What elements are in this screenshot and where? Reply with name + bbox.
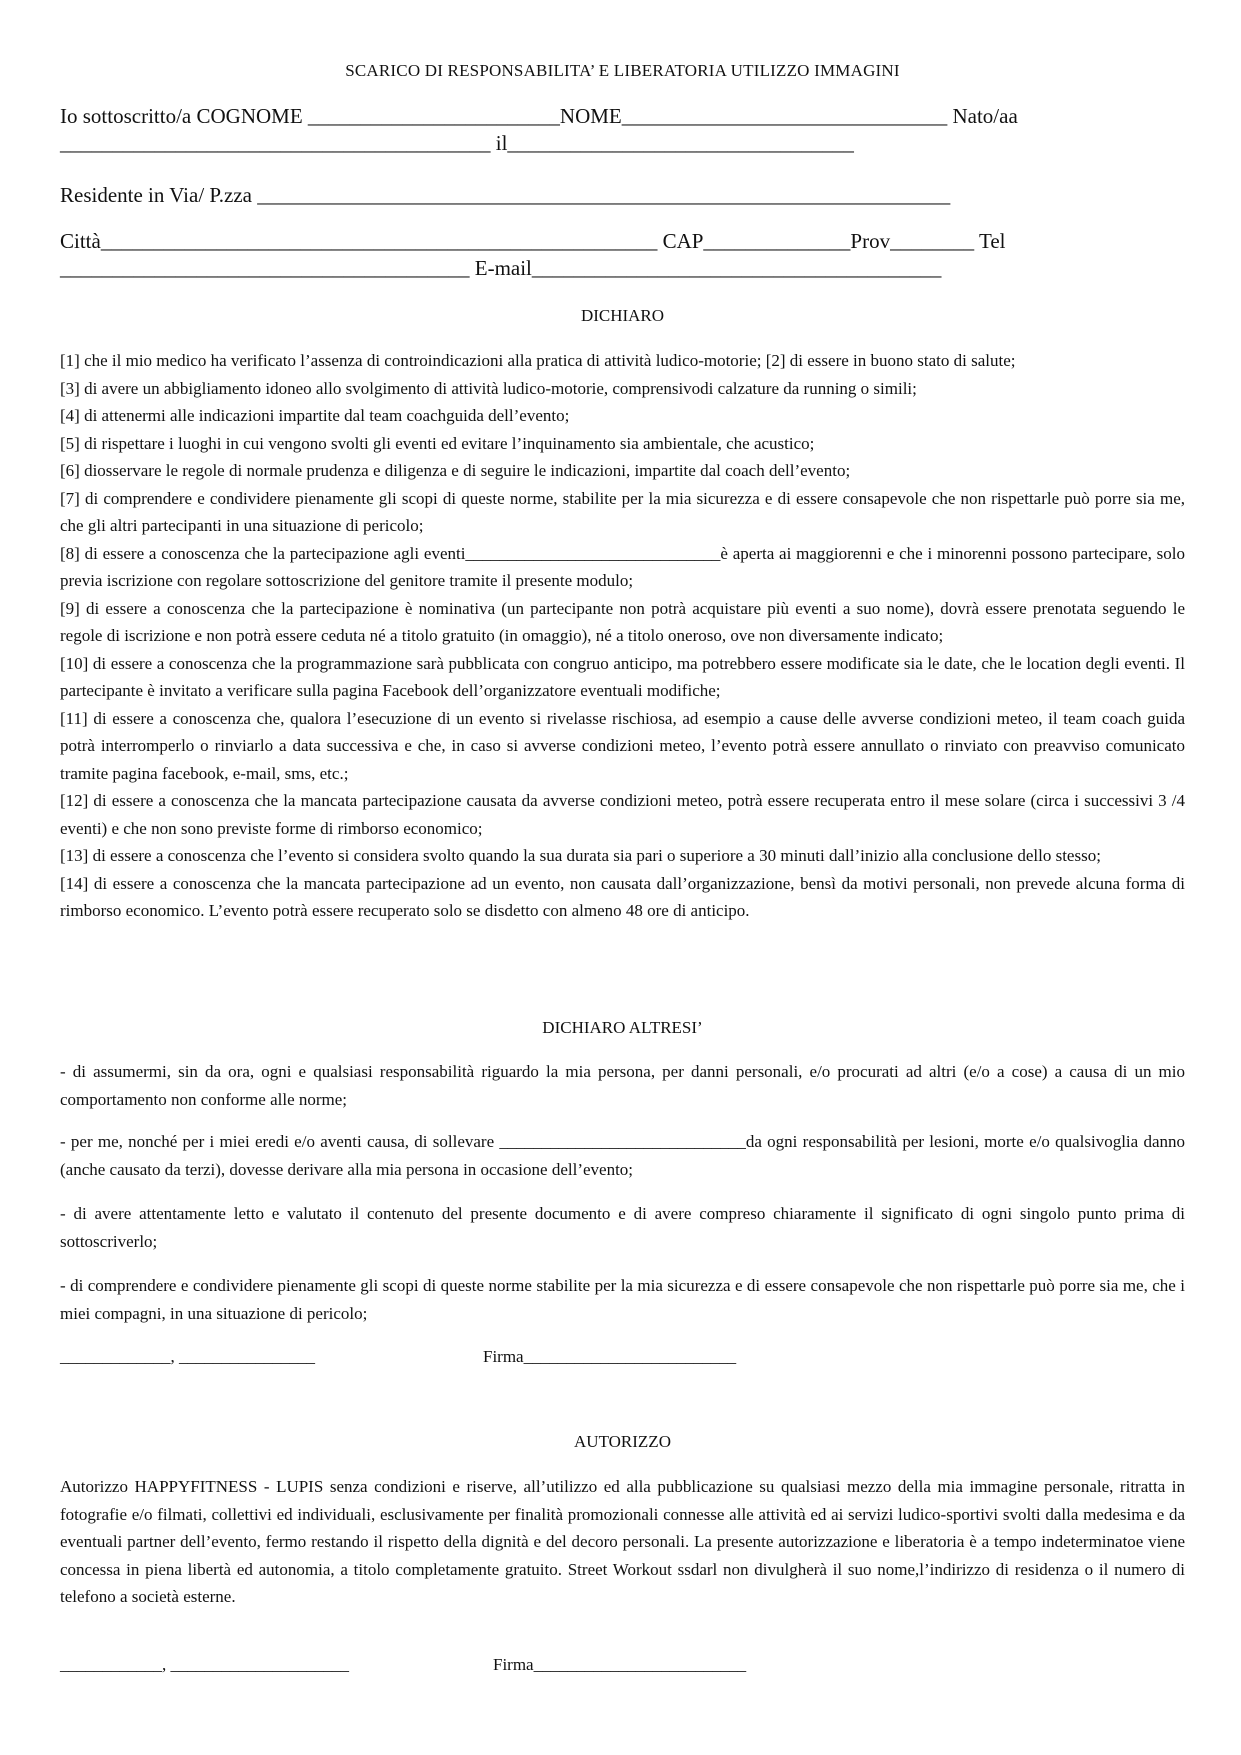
form-line-city[interactable]: Città_____________________________________________________ CAP______________Prov________ Tel (60, 229, 1006, 253)
altresi-paragraph-4: - di comprendere e condividere pienamente gli scopi di queste norme stabilite per la mia sicurezza e di essere consapevole che non rispettarle può porre sia me, che i miei compagni, in una situazione di pericolo; (60, 1276, 1185, 1323)
dichiaro-item: [11] di essere a conoscenza che, qualora l’esecuzione di un evento si rivelasse rischiosa, ad esempio a cause delle avverse condizioni meteo, il team coach guida potrà interromperlo o rinviarlo a data successiva e che, in caso si avverse condizioni meteo, l’evento potrà essere annullato o rinviato con preavviso comunicato tramite pagina facebook, e-mail, sms, etc.; (60, 708, 1185, 783)
altresi-paragraph-1: - di assumermi, sin da ora, ogni e qualsiasi responsabilità riguardo la mia persona, per danni personali, e/o procurati ad altri (e/o a cose) a causa di un mio comportamento non conforme alle norme; (60, 1062, 1185, 1109)
autorizzo-heading: AUTORIZZO (574, 1432, 671, 1451)
dichiaro-item: [12] di essere a conoscenza che la mancata partecipazione causata da avverse condizioni meteo, potrà essere recuperata entro il mese solare (circa i successivi 3 /4 eventi) e che non sono previste forme di rimborso economico; (60, 791, 1185, 838)
dichiaro-item: [3] di avere un abbigliamento idoneo allo svolgimento di attività ludico-motorie, comprensivodi calzature da running o simili; (60, 378, 917, 398)
dichiaro-item: [7] di comprendere e condividere pienamente gli scopi di queste norme, stabilite per la mia sicurezza e di essere consapevole che non rispettarle può porre sia me, che gli altri partecipanti in una situazione di pericolo; (60, 488, 1185, 535)
form-line-address[interactable]: Residente in Via/ P.zza __________________________________________________________________ (60, 183, 951, 207)
date-place-field[interactable]: _____________, ________________ (60, 1347, 315, 1366)
signature-field-2[interactable]: Firma_________________________ (493, 1655, 747, 1674)
document-title: SCARICO DI RESPONSABILITA’ E LIBERATORIA UTILIZZO IMMAGINI (345, 61, 900, 80)
form-line-email[interactable]: _______________________________________ E-mail_______________________________________ (60, 256, 942, 280)
form-line-name[interactable]: Io sottoscritto/a COGNOME ________________________NOME_______________________________ Nato/aa (60, 104, 1018, 128)
altresi-heading: DICHIARO ALTRESI’ (542, 1018, 703, 1037)
dichiaro-list (60, 347, 1185, 925)
signature-field[interactable]: Firma_________________________ (483, 1347, 737, 1366)
dichiaro-item: [13] di essere a conoscenza che l’evento si considera svolto quando la sua durata sia pari o superiore a 30 minuti dall’inizio alla conclusione dello stesso; (60, 846, 1101, 865)
dichiaro-item: [8] di essere a conoscenza che la partecipazione agli eventi______________________________è aperta ai maggiorenni e che i minorenni possono partecipare, solo previa iscrizione con regolare sottoscrizione del genitore tramite il presente modulo; (60, 543, 1185, 590)
dichiaro-item: [4] di attenermi alle indicazioni impartite dal team coachguida dell’evento; (60, 406, 570, 425)
altresi-paragraph-3: - di avere attentamente letto e valutato il contenuto del presente documento e di avere compreso chiaramente il significato di ogni singolo punto prima di sottoscriverlo; (60, 1204, 1185, 1251)
dichiaro-item: [9] di essere a conoscenza che la partecipazione è nominativa (un partecipante non potrà acquistare più eventi a suo nome), dovrà essere prenotata seguendo le regole di iscrizione e non potrà essere ceduta né a titolo gratuito (in omaggio), né a titolo oneroso, ove non diversamente indicato; (60, 598, 1185, 645)
dichiaro-heading: DICHIARO (580, 306, 665, 325)
dichiaro-item: [1] che il mio medico ha verificato l’assenza di controindicazioni alla pratica di attività ludico-motorie; [2] di essere in buono stato di salute; (60, 351, 1016, 370)
form-line-birth[interactable]: _________________________________________ il_________________________________ (60, 131, 854, 155)
dichiaro-item: [14] di essere a conoscenza che la mancata partecipazione ad un evento, non causata dall’organizzazione, bensì da motivi personali, non prevede alcuna forma di rimborso economico. L’evento potrà essere recuperato solo se disdetto con almeno 48 ore di anticipo. (60, 873, 1185, 920)
date-place-field-2[interactable]: ____________, _____________________ (60, 1655, 349, 1674)
dichiaro-item: [6] diosservare le regole di normale prudenza e diligenza e di seguire le indicazioni, impartite dal coach dell’evento; (60, 461, 851, 480)
altresi-paragraph-2: - per me, nonché per i miei eredi e/o aventi causa, di sollevare _____________________________da ogni responsabilità per lesioni, morte e/o qualsivoglia danno (anche causato da terzi), dovesse derivare alla mia persona in occasione dell’evento; (60, 1132, 1185, 1179)
dichiaro-item: [5] di rispettare i luoghi in cui vengono svolti gli eventi ed evitare l’inquinamento sia ambientale, che acustico; (60, 433, 815, 453)
autorizzo-paragraph: Autorizzo HAPPYFITNESS - LUPIS senza condizioni e riserve, all’utilizzo ed alla pubblicazione su qualsiasi mezzo della mia immagine personale, ritratta in fotografie e/o filmati, collettivi ed individuali, esclusivamente per finalità promozionali connesse alle attività ed ai servizi ludico-sportivi svolti dalla medesima e da eventuali partner dell’evento, fermo restando il rispetto della dignità e del decoro personali. La presente autorizzazione e liberatoria è a tempo indeterminatoe viene concessa in piena libertà ed autonomia, a titolo completamente gratuito. Street Workout ssdarl non divulgherà il suo nome,l’indirizzo di residenza o il numero di telefono a società esterne. (60, 1477, 1185, 1606)
dichiaro-item: [10] di essere a conoscenza che la programmazione sarà pubblicata con congruo anticipo, ma potrebbero essere modificate sia le date, che le location degli eventi. Il partecipante è invitato a verificare sulla pagina Facebook dell’organizzatore eventuali modifiche; (60, 653, 1185, 700)
